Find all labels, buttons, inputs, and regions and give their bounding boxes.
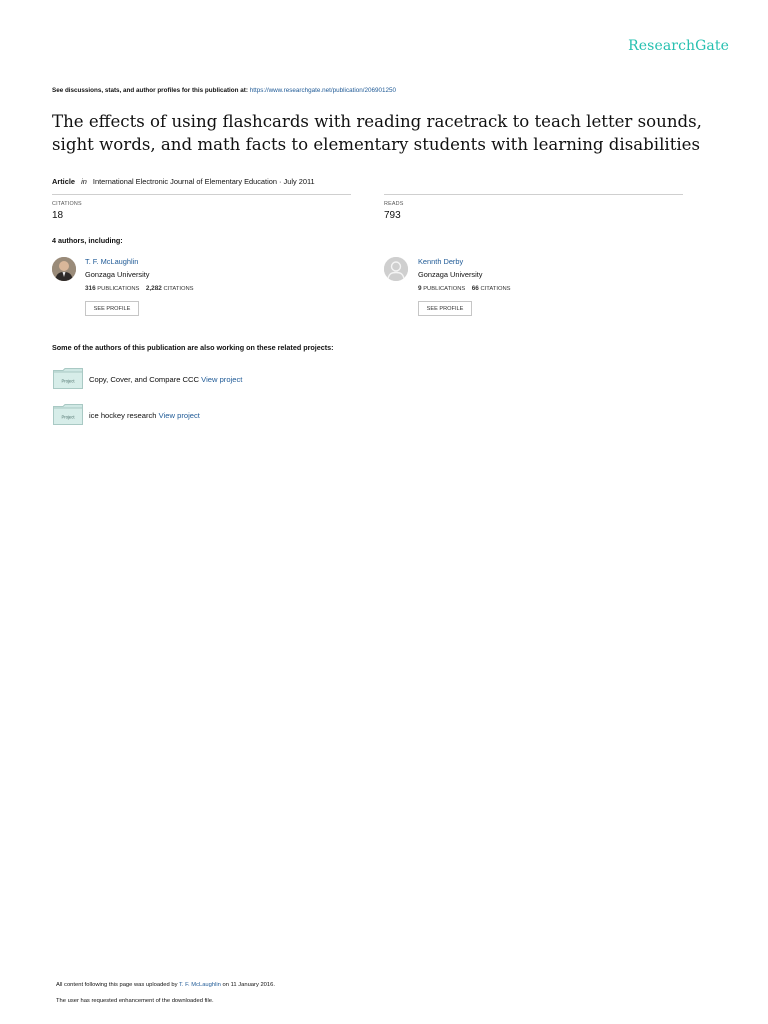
upload-prefix: All content following this page was uploaded by — [56, 982, 178, 988]
author-stats — [85, 285, 194, 292]
citations-label: CITATIONS — [52, 201, 82, 207]
author-avatar-photo[interactable] — [52, 257, 76, 281]
author-citations-label: CITATIONS — [480, 286, 511, 292]
author-publications-count: 9 — [418, 285, 422, 292]
uploader-link[interactable]: T. F. McLaughlin — [179, 982, 221, 988]
project-icon-label: Project — [61, 378, 75, 384]
author-publications-count: 316 — [85, 285, 96, 292]
publication-meta — [52, 177, 315, 186]
author-stats — [418, 285, 511, 292]
author-publications-label: PUBLICATIONS — [423, 286, 466, 292]
upload-note — [56, 982, 275, 988]
upload-suffix: on 11 January 2016. — [222, 982, 275, 988]
reads-label: READS — [384, 201, 404, 207]
author-citations-count: 2,282 — [145, 285, 162, 292]
publication-type: Article — [52, 177, 76, 186]
user-silhouette-icon — [384, 257, 408, 281]
related-projects-heading: Some of the authors of this publication are also working on these related projects: — [52, 343, 334, 352]
citations-value: 18 — [52, 210, 64, 221]
author-citations-label: CITATIONS — [163, 286, 194, 292]
see-profile-button[interactable]: SEE PROFILE — [418, 301, 472, 316]
publication-title: The effects of using flashcards with reading racetrack to teach letter sounds, sight words, and math facts to elementary students with learning disabilities — [52, 112, 702, 154]
author-affiliation: Gonzaga University — [418, 270, 483, 279]
project-folder-icon — [53, 404, 83, 425]
reads-divider — [384, 194, 683, 195]
author-affiliation: Gonzaga University — [85, 270, 150, 279]
publication-url-link[interactable]: https://www.researchgate.net/publication/206901250 — [249, 87, 397, 94]
journal-and-date: International Electronic Journal of Elementary Education · July 2011 — [92, 177, 315, 186]
author-name-link[interactable]: T. F. McLaughlin — [85, 257, 139, 266]
researchgate-logo[interactable]: ResearchGate — [628, 38, 729, 54]
meta-in-word: in — [81, 177, 87, 186]
project-name: Copy, Cover, and Compare CCC — [89, 375, 200, 384]
reads-value: 793 — [384, 210, 401, 221]
person-photo-icon — [52, 257, 76, 281]
project-item — [89, 411, 200, 420]
project-item — [89, 375, 242, 384]
project-name: ice hockey research — [89, 411, 157, 420]
project-icon-label: Project — [61, 414, 75, 420]
author-citations-count: 66 — [471, 285, 479, 292]
see-profile-button[interactable]: SEE PROFILE — [85, 301, 139, 316]
source-prefix: See discussions, stats, and author profiles for this publication at: — [52, 87, 248, 94]
author-name-link[interactable]: Kennth Derby — [418, 257, 464, 266]
view-project-link[interactable]: View project — [201, 375, 243, 384]
authors-heading: 4 authors, including: — [52, 236, 123, 245]
enhancement-note: The user has requested enhancement of the downloaded file. — [56, 998, 214, 1004]
project-folder-icon — [53, 368, 83, 389]
source-line — [52, 87, 396, 94]
folder-icon — [53, 404, 83, 425]
author-publications-label: PUBLICATIONS — [97, 286, 140, 292]
citations-divider — [52, 194, 351, 195]
folder-icon — [53, 368, 83, 389]
author-avatar-placeholder[interactable] — [384, 257, 408, 281]
view-project-link[interactable]: View project — [158, 411, 200, 420]
